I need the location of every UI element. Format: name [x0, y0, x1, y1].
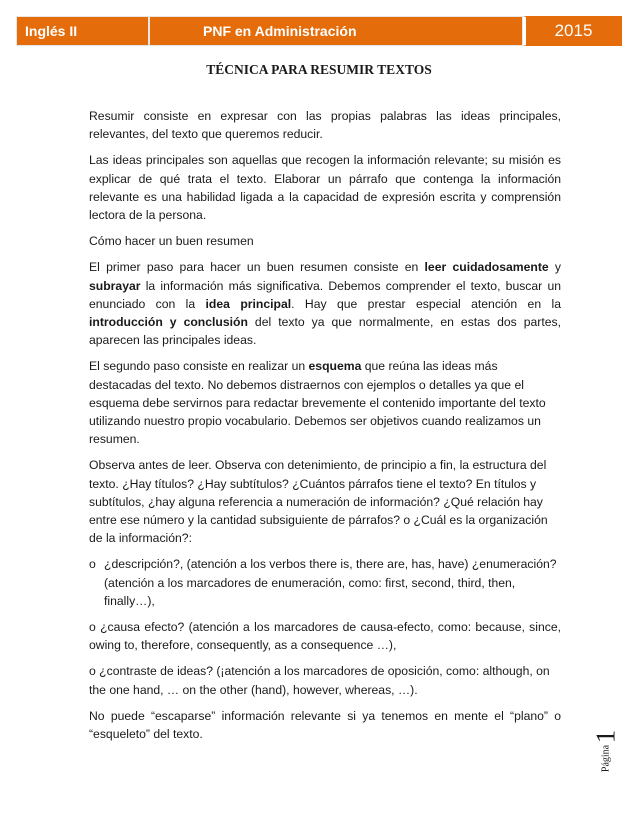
document-title: TÉCNICA PARA RESUMIR TEXTOS [206, 62, 432, 77]
page-number: 1 [590, 729, 621, 744]
text-run: la información más significativa. Debemos comprender el texto, buscar un enunciado con la [89, 278, 561, 311]
emphasis-main-idea: idea principal [205, 296, 292, 311]
document-body [89, 107, 561, 751]
bullet-item [89, 555, 561, 610]
paragraph-conclusion: No puede “escaparse” información relevante si ya tenemos en mente el “plano” o “esqueleto” del texto. [89, 708, 561, 742]
paragraph-main-ideas: Las ideas principales son aquellas que recogen la información relevante; su misión es explicar de qué trata el texto. Elaborar un párrafo que contenga la información relevante es una habilidad ligada a la capacidad de expresión escrita y comprensión lectora de la persona. [89, 153, 561, 223]
header-program: PNF en Administración [149, 16, 523, 46]
text-run: que reúna las ideas más destacadas del texto. No debemos distraernos con ejemplos o detalles ya que el esquema debe servirnos para redactar brevemente el contenido importante del texto utilizando nuestro propio vocabulario. Debemos ser objetivos cuando realizamos un resumen. [89, 359, 546, 447]
page-footer [590, 723, 621, 793]
section-heading: Cómo hacer un buen resumen [89, 234, 254, 249]
paragraph-observe: Observa antes de leer. Observa con detenimiento, de principio a fin, la estructura del texto. ¿Hay títulos? ¿Hay subtítulos? ¿Cuántos párrafos tiene el texto? En títulos y subtítulos, ¿hay alguna referencia a numeración de información? ¿Qué relación hay entre ese número y la cantidad subsiguiente de párrafos? o ¿Cuál es la organización de la información?: [89, 458, 548, 546]
emphasis-underline: subrayar [89, 278, 141, 293]
paragraph-cause-effect: o ¿causa efecto? (atención a los marcadores de causa-efecto, como: because, since, owing to, therefore, consequently, as a consequence …), [89, 620, 561, 653]
paragraph-definition: Resumir consiste en expresar con las propias palabras las ideas principales, relevantes, del texto que queremos reducir. [89, 109, 561, 142]
paragraph-contrast: o ¿contraste de ideas? (¡atención a los marcadores de oposición, como: although, on the one hand, … on the other (hand), however, whereas, …). [89, 664, 550, 697]
header-year: 2015 [523, 16, 622, 46]
text-run: y [548, 260, 562, 275]
bullet-marker: o [89, 557, 96, 572]
emphasis-outline: esquema [308, 359, 362, 374]
page-header [16, 16, 622, 46]
text-run: del texto ya que normalmente, en estas dos partes, aparecen las principales ideas. [89, 315, 561, 348]
header-subject: Inglés II [16, 16, 149, 46]
paragraph-first-step [89, 258, 561, 349]
paragraph-second-step [89, 357, 561, 448]
text-run: El primer paso para hacer un buen resumen consiste en [89, 260, 425, 275]
text-run: El segundo paso consiste en realizar un [89, 359, 309, 374]
emphasis-read-carefully: leer cuidadosamente [424, 260, 549, 275]
bullet-text: ¿descripción?, (atención a los verbos there is, there are, has, have) ¿enumeración? (atención a los marcadores de enumeración, como: first, second, third, then, finally…), [104, 557, 557, 608]
text-run: . Hay que prestar especial atención en la [291, 296, 561, 311]
page-label: Página [600, 744, 612, 773]
emphasis-intro-conclusion: introducción y conclusión [89, 315, 248, 330]
